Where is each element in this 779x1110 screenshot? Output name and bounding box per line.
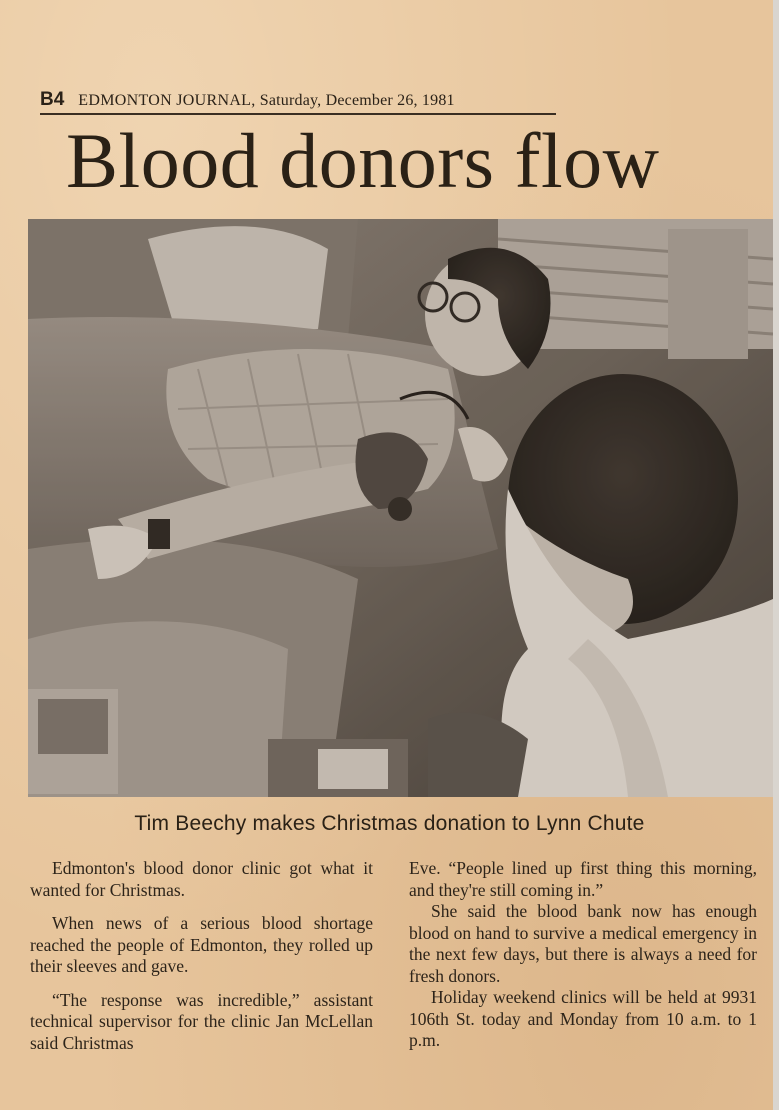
article-paragraph: When news of a serious blood shortage reached the people of Edmonton, they rolled up their sleeves and gave. bbox=[30, 913, 373, 976]
news-photo bbox=[28, 219, 773, 797]
issue-date: Saturday, December 26, 1981 bbox=[259, 92, 455, 109]
photo-icon bbox=[28, 219, 773, 797]
article-paragraph: Holiday weekend clinics will be held at 9931 106th St. today and Monday from 10 a.m. to 1 p.m. bbox=[409, 987, 757, 1050]
headline: Blood donors flow bbox=[66, 117, 660, 204]
article-paragraph: Edmonton's blood donor clinic got what it wanted for Christmas. bbox=[30, 858, 373, 900]
article-paragraph: “The response was incredible,” assistant technical supervisor for the clinic Jan McLellan said Christmas bbox=[30, 989, 373, 1053]
newspaper-name: EDMONTON JOURNAL, bbox=[78, 92, 256, 109]
article-paragraph: She said the blood bank now has enough blood on hand to survive a medical emergency in the next few days, but there is always a need for fresh donors. bbox=[409, 901, 757, 986]
page-number: B4 bbox=[40, 89, 65, 110]
photo-caption: Tim Beechy makes Christmas donation to Lynn Chute bbox=[134, 812, 645, 835]
article-paragraph: Eve. “People lined up first thing this morning, and they're still coming in.” bbox=[409, 858, 757, 900]
page-header bbox=[40, 83, 556, 115]
scan-edge bbox=[773, 0, 779, 1110]
article-column-right bbox=[409, 858, 757, 1052]
article-column-left bbox=[30, 858, 373, 1066]
masthead-line bbox=[78, 92, 454, 113]
